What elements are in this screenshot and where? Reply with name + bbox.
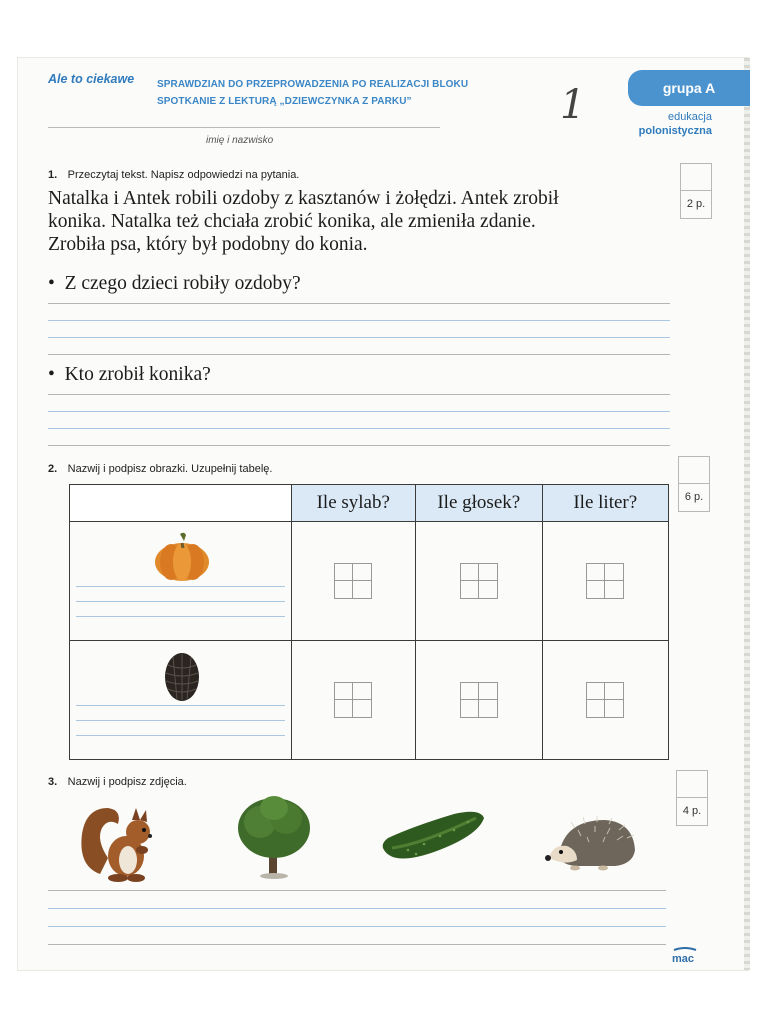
task2-header xyxy=(48,459,272,477)
tree-icon xyxy=(234,794,314,880)
task1-score-box[interactable] xyxy=(680,163,712,219)
column-header-letters: Ile liter? xyxy=(542,485,668,522)
bullet: • xyxy=(48,364,65,385)
syllables-cell[interactable] xyxy=(291,641,415,760)
sounds-cell[interactable] xyxy=(416,522,543,641)
group-badge xyxy=(628,70,750,106)
word-analysis-table xyxy=(69,484,669,760)
label-line[interactable] xyxy=(76,705,285,720)
pumpkin-cell xyxy=(70,522,291,640)
score-divider xyxy=(677,797,707,798)
answer-line[interactable] xyxy=(48,354,670,355)
answer-grid[interactable] xyxy=(334,682,372,718)
handwritten-mark: 1 xyxy=(560,82,586,128)
answer-line[interactable] xyxy=(48,908,666,909)
bullet: • xyxy=(48,273,65,294)
answer-grid[interactable] xyxy=(460,563,498,599)
letters-cell[interactable] xyxy=(542,522,668,641)
score-divider xyxy=(681,190,711,191)
test-title-line2: SPOTKANIE Z LEKTURĄ „DZIEWCZYNKA Z PARKU” xyxy=(157,96,412,107)
sounds-cell[interactable] xyxy=(416,641,543,760)
name-field-label: imię i nazwisko xyxy=(206,135,274,146)
answer-line[interactable] xyxy=(48,320,670,321)
series-title: Ale to ciekawe xyxy=(48,72,135,86)
column-header-sounds: Ile głosek? xyxy=(416,485,543,522)
pumpkin-icon xyxy=(152,530,212,584)
column-header-syllables: Ile sylab? xyxy=(291,485,415,522)
answer-line[interactable] xyxy=(48,428,670,429)
task2-points: 6 p. xyxy=(684,491,704,503)
answer-line[interactable] xyxy=(48,394,670,395)
letters-cell[interactable] xyxy=(542,641,668,760)
table-row xyxy=(70,641,669,760)
picture-cell xyxy=(70,641,292,760)
task3-instruction: Nazwij i podpisz zdjęcia. xyxy=(67,776,187,788)
picture-cell xyxy=(70,522,292,641)
label-line[interactable] xyxy=(76,586,285,601)
answer-grid[interactable] xyxy=(586,563,624,599)
task2-score-box[interactable] xyxy=(678,456,710,512)
label-line[interactable] xyxy=(76,720,285,735)
squirrel-icon xyxy=(78,804,164,884)
task1-text-line: Natalka i Antek robili ozdoby z kasztanów i żołędzi. Antek zrobił xyxy=(48,188,559,209)
subject-line1: edukacja xyxy=(667,111,712,123)
group-label: grupa A xyxy=(662,80,716,96)
answer-line[interactable] xyxy=(48,890,666,891)
task1-text-line: konika. Natalka też chciała zrobić konika, ale zmieniła zdanie. xyxy=(48,211,536,232)
task3-points: 4 p. xyxy=(682,805,702,817)
answer-grid[interactable] xyxy=(586,682,624,718)
score-divider xyxy=(679,483,709,484)
syllables-cell[interactable] xyxy=(291,522,415,641)
pine-cone-cell xyxy=(70,641,291,759)
subject-line2: polonistyczna xyxy=(638,125,712,137)
answer-line[interactable] xyxy=(48,337,670,338)
task3-header xyxy=(48,772,187,790)
label-line[interactable] xyxy=(76,616,285,631)
answer-line[interactable] xyxy=(48,411,670,412)
name-field-line[interactable] xyxy=(48,127,440,128)
picture-column-header xyxy=(70,485,292,522)
answer-grid[interactable] xyxy=(460,682,498,718)
label-line[interactable] xyxy=(76,735,285,750)
label-lines[interactable] xyxy=(76,586,285,631)
task3-number: 3. xyxy=(48,776,58,788)
table-header-row xyxy=(70,485,669,522)
table-row xyxy=(70,522,669,641)
task1-points: 2 p. xyxy=(686,198,706,210)
task1-instruction: Przeczytaj tekst. Napisz odpowiedzi na pytania. xyxy=(67,169,300,181)
answer-line[interactable] xyxy=(48,926,666,927)
question1-text: Z czego dzieci robiły ozdoby? xyxy=(64,273,301,294)
answer-line[interactable] xyxy=(48,944,666,945)
task1-header xyxy=(48,165,299,183)
logo-text: mac xyxy=(672,953,695,965)
logo-mark-icon xyxy=(672,946,698,952)
answer-line[interactable] xyxy=(48,445,670,446)
test-title xyxy=(157,76,468,110)
label-lines[interactable] xyxy=(76,705,285,750)
page-edge xyxy=(744,58,750,970)
task1-text-line: Zrobiła psa, który był podobny do konia. xyxy=(48,234,368,255)
task2-number: 2. xyxy=(48,463,58,475)
hedgehog-icon xyxy=(545,816,637,872)
answer-line[interactable] xyxy=(48,303,670,304)
publisher-logo xyxy=(672,946,698,965)
cucumber-icon xyxy=(378,806,490,866)
task1-question2 xyxy=(48,364,211,386)
task1-number: 1. xyxy=(48,169,58,181)
task2-instruction: Nazwij i podpisz obrazki. Uzupełnij tabelę. xyxy=(67,463,273,475)
subject-label xyxy=(600,110,712,138)
task3-score-box[interactable] xyxy=(676,770,708,826)
pine-cone-icon xyxy=(160,647,204,703)
task1-question1 xyxy=(48,273,301,295)
question2-text: Kto zrobił konika? xyxy=(64,364,211,385)
task1-reading-text xyxy=(48,187,668,256)
answer-grid[interactable] xyxy=(334,563,372,599)
test-title-line1: SPRAWDZIAN DO PRZEPROWADZENIA PO REALIZACJI BLOKU xyxy=(157,79,469,90)
label-line[interactable] xyxy=(76,601,285,616)
